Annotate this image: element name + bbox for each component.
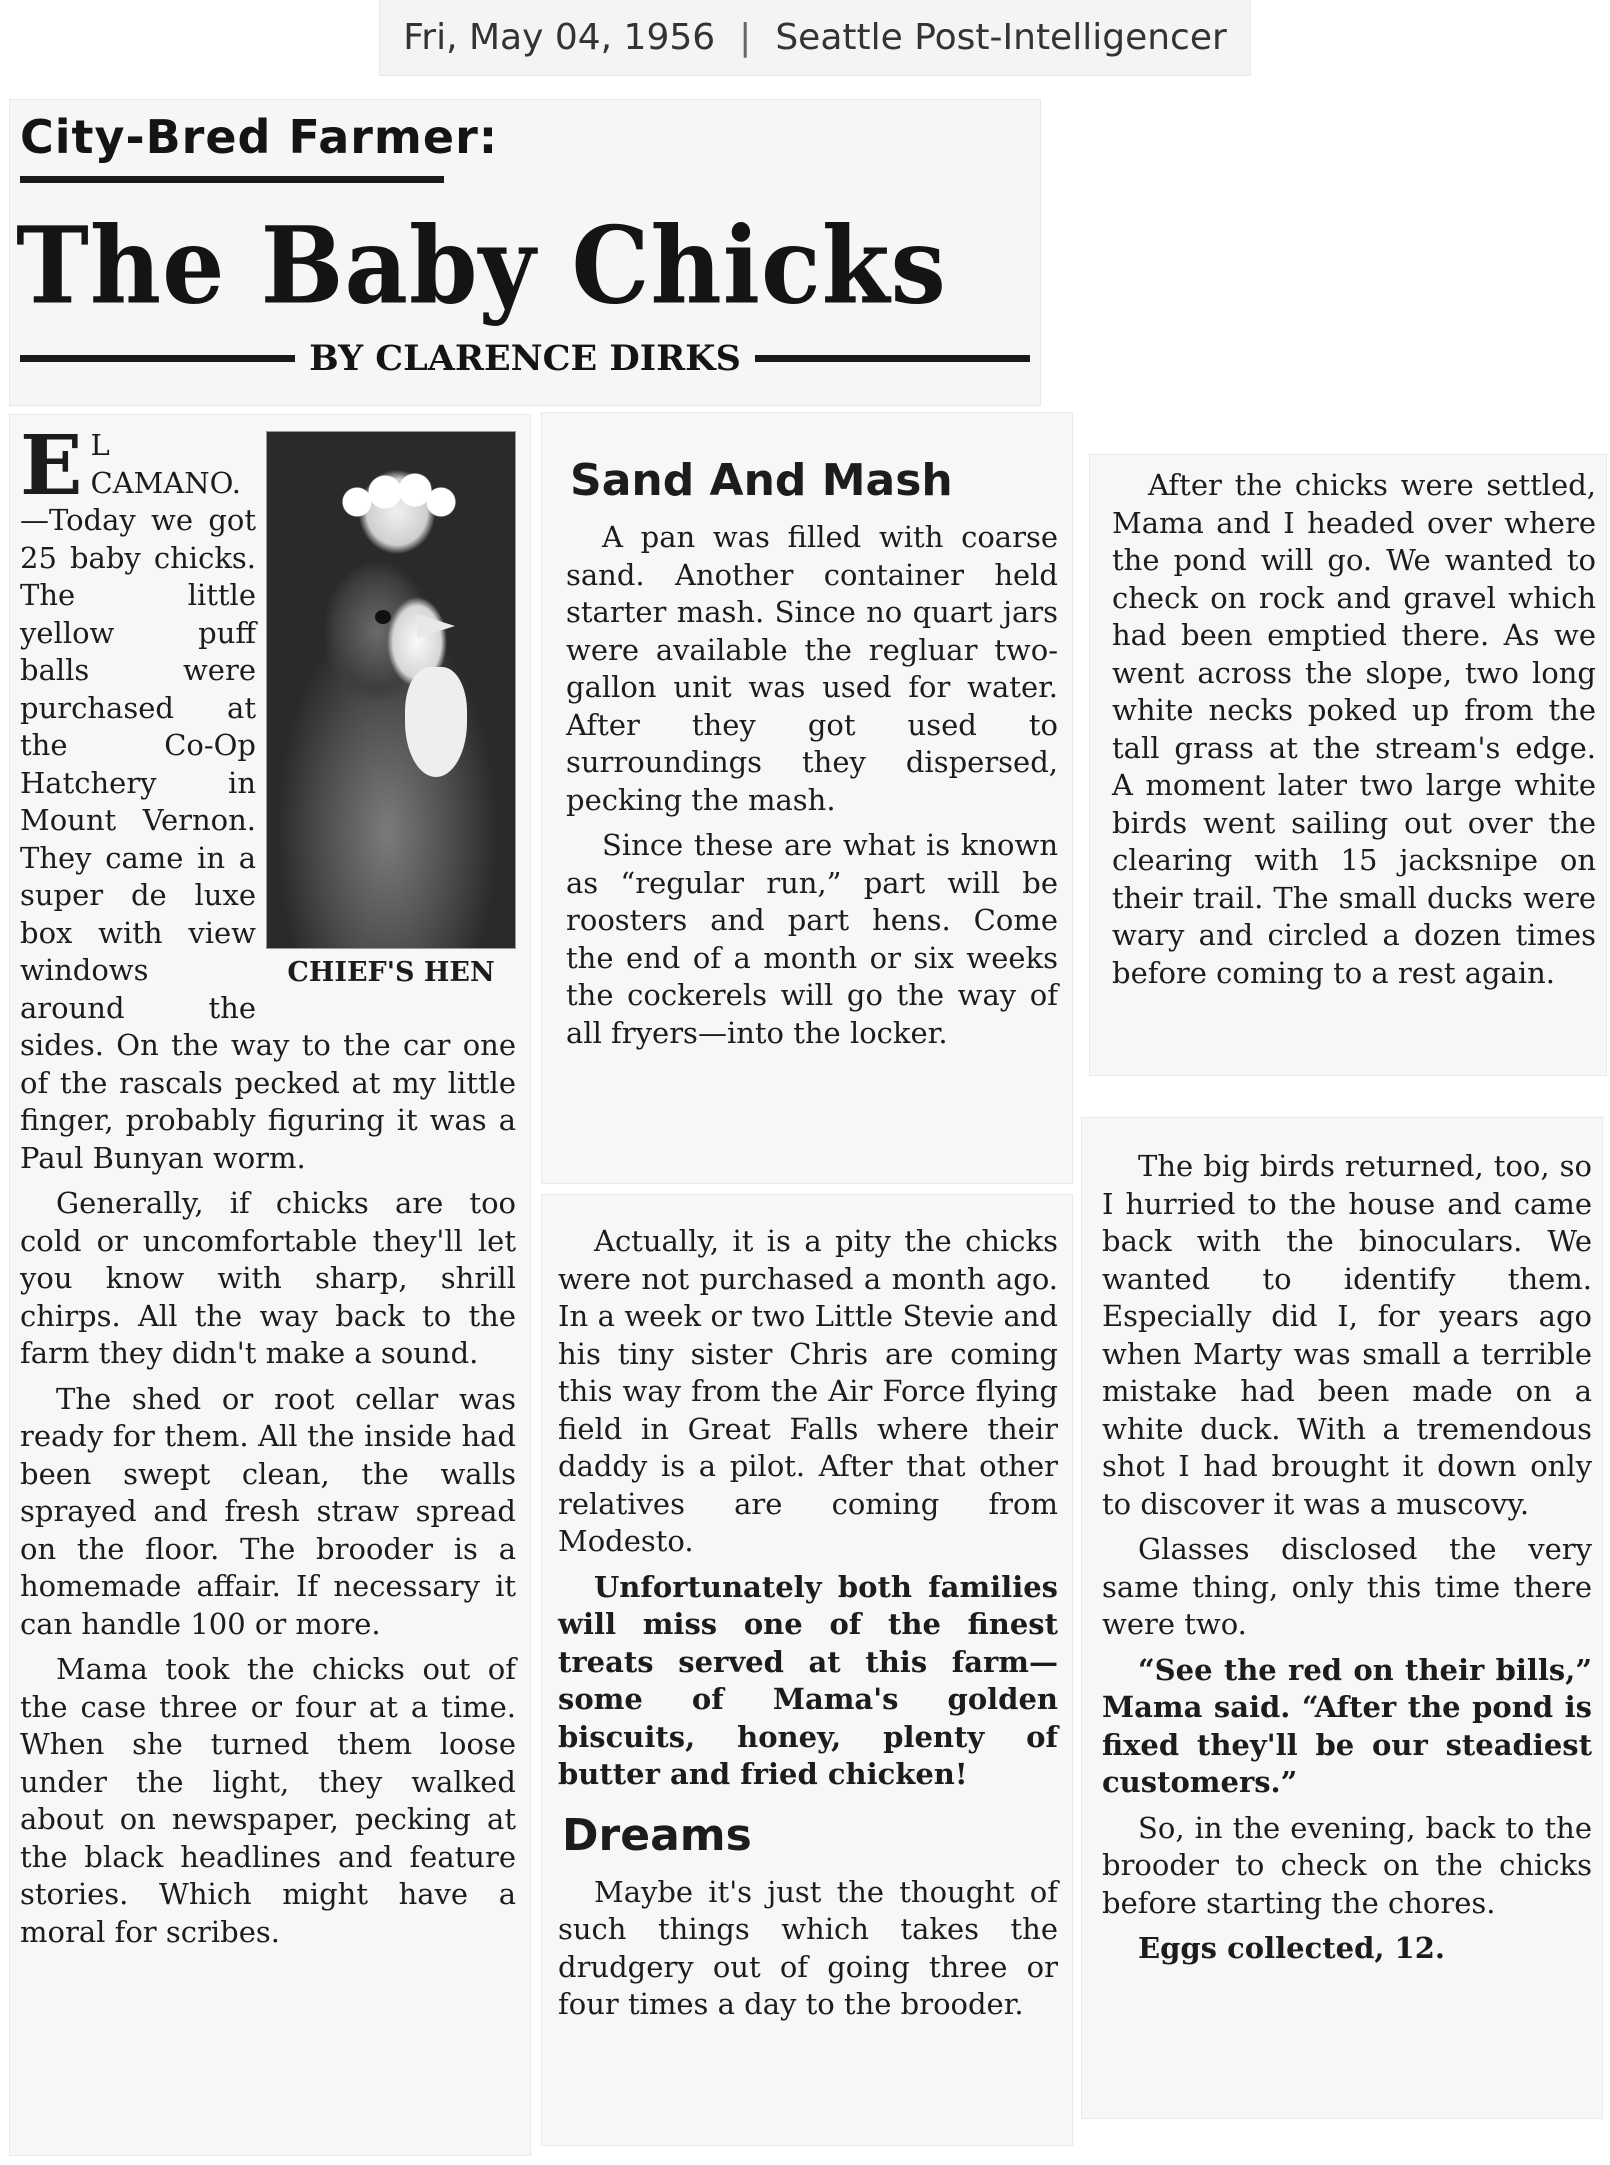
column-3-top xyxy=(1090,455,1606,1075)
column-3-bottom xyxy=(1082,1118,1602,2118)
photo-block xyxy=(266,431,516,991)
kicker: City-Bred Farmer: xyxy=(20,110,499,164)
eye-shape xyxy=(375,610,391,624)
subhead-dreams: Dreams xyxy=(562,1809,752,1861)
byline-rule-left xyxy=(20,355,295,362)
drop-cap: E xyxy=(20,418,83,514)
wattle-shape xyxy=(405,667,467,777)
header-separator: | xyxy=(739,17,752,58)
byline-row xyxy=(20,338,1030,379)
photo-caption: CHIEF'S HEN xyxy=(287,956,495,988)
paragraph: Glasses disclosed the very same thing, only this time there were two. xyxy=(1102,1532,1592,1641)
column-2-top xyxy=(542,413,1072,1183)
paragraph: The shed or root cellar was ready for them. All the inside had been swept clean, the walls sprayed and fresh straw spread on the floor. The brooder is a homemade affair. If necessary it can handle 100 or more. xyxy=(20,1381,516,1641)
publication-name: Seattle Post-Intelligencer xyxy=(775,17,1227,58)
byline: BY CLARENCE DIRKS xyxy=(309,338,741,379)
paragraph: Maybe it's just the thought of such things which takes the drudgery out of going three or four times a day to the brooder. xyxy=(558,1874,1058,2021)
kicker-rule xyxy=(20,176,444,183)
paragraph: A pan was filled with coarse sand. Another container held starter mash. Since no quart jars were available the regluar two-gallon unit was used for water. After they got used to surroundings they dispersed, pecking the mash. xyxy=(566,520,1058,817)
publication-date: Fri, May 04, 1956 xyxy=(403,17,716,58)
byline-rule-right xyxy=(755,355,1030,362)
paragraph: Actually, it is a pity the chicks were not purchased a month ago. In a week or two Little Stevie and his tiny sister Chris are coming this way from the Air Force flying field in Great Falls where their daddy is a pilot. After that other relatives are coming from Modesto. xyxy=(558,1224,1058,1558)
paragraph: “See the red on their bills,” Mama said. “After the pond is fixed they'll be our steadiest customers.” xyxy=(1102,1652,1592,1799)
comb-shape xyxy=(337,462,457,522)
title-block xyxy=(10,100,1040,405)
subhead-sand-and-mash: Sand And Mash xyxy=(570,455,953,506)
column-1 xyxy=(10,415,530,2155)
paragraph-text: L CAMANO.—Today we got 25 baby chicks. The little yellow puff balls were purchased at the Co-Op Hatchery in Mount Vernon. They came in a super de luxe box with view windows around the sides. On the way to the car one of the rascals pecked at my little finger, probably figuring it was a Paul Bunyan worm. xyxy=(20,428,516,1175)
paragraph: Generally, if chicks are too cold or uncomfortable they'll let you know with sharp, shrill chirps. All the way back to the farm they didn't make a sound. xyxy=(20,1186,516,1370)
paragraph: Mama took the chicks out of the case three or four at a time. When she turned them loose under the light, they walked about on newspaper, pecking at the black headlines and feature stories. Which might have a moral for scribes. xyxy=(20,1652,516,1949)
paragraph xyxy=(20,418,516,1177)
paragraph: After the chicks were settled, Mama and I headed over where the pond will go. We wanted to check on rock and gravel which had been emptied there. As we went across the slope, two long white necks poked up from the tall grass at the stream's edge. A moment later two large white birds went sailing out over the clearing with 15 jacksnipe on their trail. The small ducks were wary and circled a dozen times before coming to a rest again. xyxy=(1112,468,1596,990)
headline: The Baby Chicks xyxy=(16,204,947,329)
paragraph: The big birds returned, too, so I hurried to the house and came back with the binoculars. We wanted to identify them. Especially did I, for years ago when Marty was small a terrible mistake had been made on a white duck. With a tremendous shot I had brought it down only to discover it was a muscovy. xyxy=(1102,1149,1592,1521)
clipping-header xyxy=(380,0,1250,75)
paragraph: Unfortunately both families will miss one of the finest treats served at this farm—some of Mama's golden biscuits, honey, plenty of butter and fried chicken! xyxy=(558,1569,1058,1791)
column-2-bottom xyxy=(542,1195,1072,2145)
beak-shape xyxy=(417,614,455,638)
paragraph: So, in the evening, back to the brooder to check on the chicks before starting the chores. xyxy=(1102,1810,1592,1920)
hen-photo xyxy=(266,431,516,949)
paragraph: Since these are what is known as “regular run,” part will be roosters and part hens. Come the end of a month or six weeks the cockerels will go the way of all fryers—into the locker. xyxy=(566,828,1058,1050)
closing-line: Eggs collected, 12. xyxy=(1138,1931,1445,1965)
